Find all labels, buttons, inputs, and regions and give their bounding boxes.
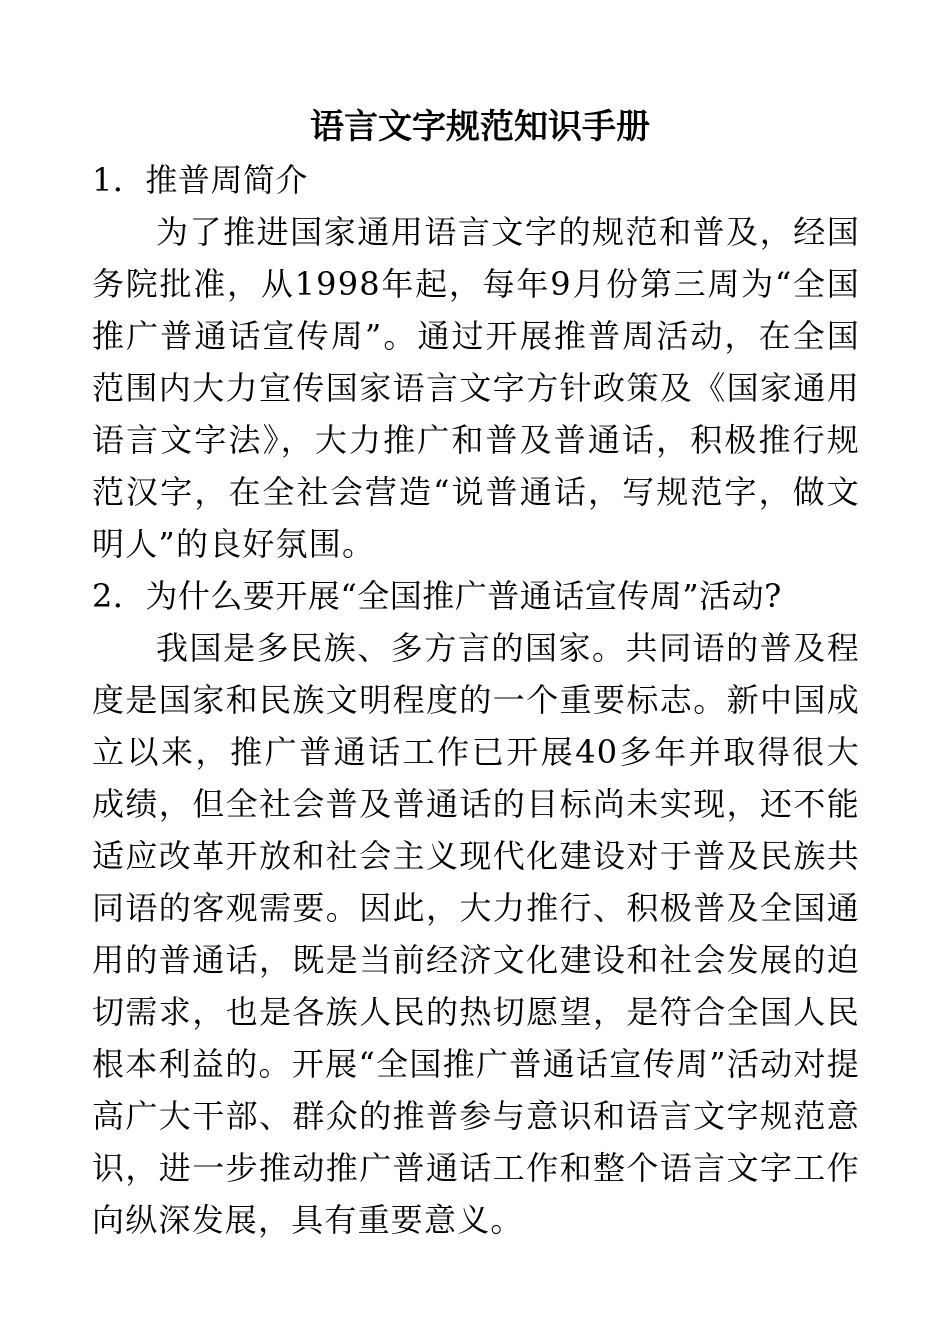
section-1-heading: 1．推普周简介 — [92, 161, 308, 199]
document-page — [92, 100, 860, 1246]
document-title: 语言文字规范知识手册 — [310, 107, 650, 147]
section-2-heading: 2．为什么要开展“全国推广普通话宣传周”活动? — [92, 577, 782, 615]
section-1-body: 为了推进国家通用语言文字的规范和普及，经国务院批准，从1998年起，每年9月份第三周为“全国推广普通话宣传周”。通过开展推普周活动，在全国范围内大力宣传国家语言文字方针政策及《国家通用语言文字法》，大力推广和普及普通话，积极推行规范汉字，在全社会营造“说普通话，写规范字，做文明人”的良好氛围。 — [92, 213, 860, 563]
section-2 — [92, 570, 860, 1246]
section-2-body: 我国是多民族、多方言的国家。共同语的普及程度是国家和民族文明程度的一个重要标志。新中国成立以来，推广普通话工作已开展40多年并取得很大成绩，但全社会普及普通话的目标尚未实现，还不能适应改革开放和社会主义现代化建设对于普及民族共同语的客观需要。因此，大力推行、积极普及全国通用的普通话，既是当前经济文化建设和社会发展的迫切需求，也是各族人民的热切愿望，是符合全国人民根本利益的。开展“全国推广普通话宣传周”活动对提高广大干部、群众的推普参与意识和语言文字规范意识，进一步推动推广普通话工作和整个语言文字工作向纵深发展，具有重要意义。 — [92, 629, 860, 1239]
section-1 — [92, 154, 860, 570]
